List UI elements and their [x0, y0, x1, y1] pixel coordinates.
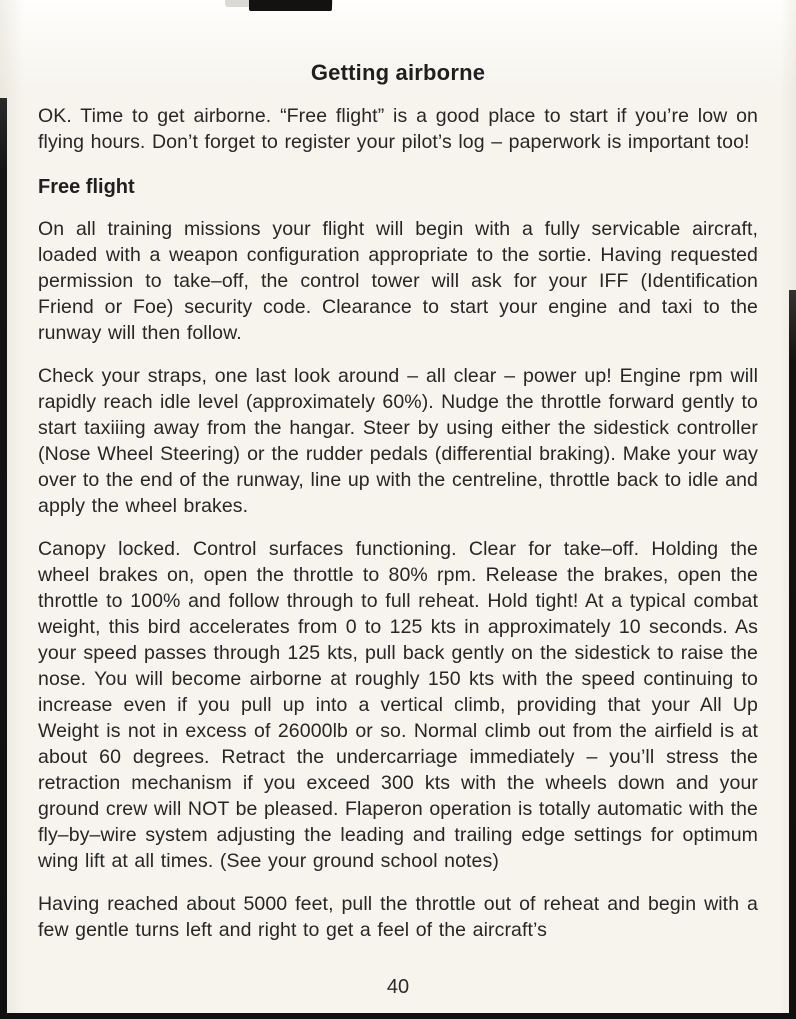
- page-number: 40: [386, 976, 410, 998]
- scan-edge-bottom: [0, 1013, 796, 1019]
- page-title: Getting airborne: [310, 60, 486, 85]
- paragraph-training-missions: On all training missions your flight will begin with a fully servicable aircraft, loaded with a weapon configuration appropriate to the sortie. Having requested permission to take–off, the control tower will ask for your IFF (Identification Friend or Foe) security code. Clearance to start your engine and taxi to the runway will then follow.: [38, 218, 758, 344]
- section-heading-free-flight: Free flight: [38, 176, 135, 198]
- paragraph-takeoff: Canopy locked. Control surfaces functioning. Clear for take–off. Holding the wheel brakes on, open the throttle to 80% rpm. Release the brakes, open the throttle to 100% and follow through to full reheat. Hold tight! At a typical combat weight, this bird accelerates from 0 to 125 kts in approximately 10 seconds. As your speed passes through 125 kts, pull back gently on the sidestick to raise the nose. You will become airborne at roughly 150 kts with the speed continuing to increase even if you pull up into a vertical climb, providing that your All Up Weight is not in excess of 26000lb or so. Normal climb out from the airfield is at about 60 degrees. Retract the undercarriage immediately – you’ll stress the retraction mechanism if you exceed 300 kts with the wheels down and your ground crew will NOT be pleased. Flaperon operation is totally automatic with the fly–by–wire system adjusting the leading and trailing edge settings for optimum wing lift at all times. (See your ground school notes): [38, 538, 758, 872]
- scan-edge-left: [0, 98, 7, 1019]
- intro-paragraph: OK. Time to get airborne. “Free flight” is a good place to start if you’re low on flying hours. Don’t forget to register your pilot’s log – paperwork is important too!: [38, 105, 758, 153]
- paragraph-climb: Having reached about 5000 feet, pull the throttle out of reheat and begin with a few gentle turns left and right to get a feel of the aircraft’s: [38, 893, 758, 941]
- scan-edge-right: [789, 290, 796, 1019]
- page-content: [38, 0, 758, 943]
- paragraph-taxi: Check your straps, one last look around – all clear – power up! Engine rpm will rapidly reach idle level (approximately 60%). Nudge the throttle forward gently to start taxiiing away from the hangar. Steer by using either the sidestick controller (Nose Wheel Steering) or the rudder pedals (differential braking). Make your way over to the end of the runway, line up with the centreline, throttle back to idle and apply the wheel brakes.: [38, 365, 758, 517]
